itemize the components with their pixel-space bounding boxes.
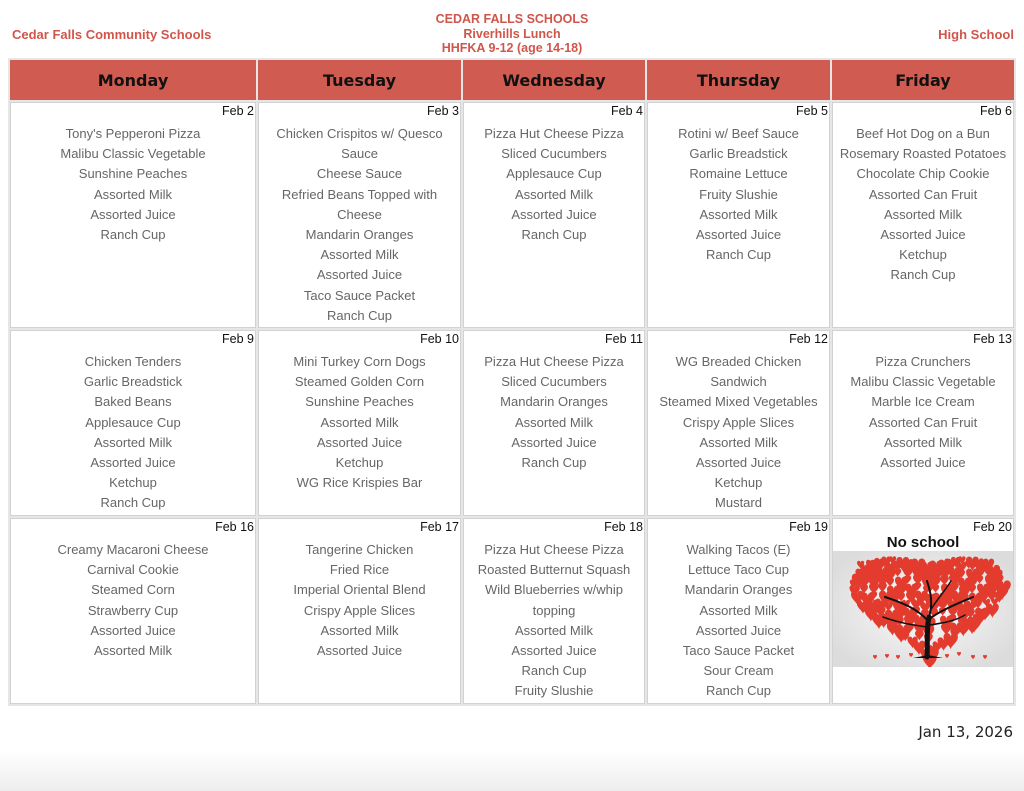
menu-item: Assorted Milk <box>93 643 173 659</box>
menu-item: Strawberry Cup <box>87 602 179 618</box>
menu-item: Assorted Milk <box>93 186 173 202</box>
day-cell <box>258 102 461 328</box>
menu-item: Steamed Mixed Vegetables <box>659 394 818 410</box>
calendar-week-row <box>10 330 1014 516</box>
day-date: Feb 11 <box>605 332 643 346</box>
menu-item: Mandarin Oranges <box>500 394 608 410</box>
menu-item-list <box>11 535 255 661</box>
menu-item: Sandwich <box>710 374 767 390</box>
menu-item: Chicken Crispitos w/ Quesco <box>276 126 443 141</box>
school-level: High School <box>938 27 1014 42</box>
menu-item: Ranch Cup <box>100 495 166 511</box>
day-cell <box>832 330 1014 516</box>
day-date: Feb 13 <box>973 332 1012 346</box>
menu-item-list <box>833 119 1013 286</box>
menu-item: Steamed Golden Corn <box>294 374 425 390</box>
menu-item: Mini Turkey Corn Dogs <box>293 354 426 369</box>
day-cell <box>463 330 645 516</box>
menu-item: Roasted Butternut Squash <box>477 562 631 578</box>
menu-item: Assorted Juice <box>695 622 782 638</box>
menu-item: Applesauce Cup <box>506 166 602 182</box>
day-date: Feb 16 <box>215 520 254 534</box>
menu-item: Refried Beans Topped with <box>281 186 438 202</box>
menu-item: Garlic Breadstick <box>689 146 788 162</box>
menu-item: Baked Beans <box>94 394 172 410</box>
day-cell <box>463 102 645 328</box>
menu-item: Fried Rice <box>329 562 390 578</box>
day-cell <box>258 330 461 516</box>
menu-item: Ranch Cup <box>521 455 587 471</box>
menu-item: Ranch Cup <box>890 267 956 283</box>
day-date: Feb 2 <box>222 104 254 118</box>
menu-item: Assorted Can Fruit <box>868 414 978 430</box>
menu-item: Assorted Milk <box>699 602 778 618</box>
weekday-header-row <box>10 60 1014 100</box>
menu-item: Assorted Milk <box>93 434 173 450</box>
day-cell <box>647 518 830 704</box>
day-date: Feb 3 <box>427 104 459 118</box>
menu-item: Romaine Lettuce <box>689 166 788 182</box>
day-cell <box>10 518 256 704</box>
menu-item: Assorted Juice <box>511 206 597 222</box>
menu-item: Tony's Pepperoni Pizza <box>65 126 201 141</box>
menu-item: Ranch Cup <box>521 663 587 679</box>
menu-item: Ranch Cup <box>705 247 772 263</box>
menu-item: Assorted Juice <box>511 643 597 659</box>
menu-item: Assorted Juice <box>695 455 782 471</box>
day-cell <box>832 518 1014 704</box>
menu-item: Assorted Milk <box>514 414 594 430</box>
menu-item: Cheese Sauce <box>316 166 403 182</box>
menu-item: Sour Cream <box>703 663 774 679</box>
menu-item: Assorted Milk <box>883 206 963 222</box>
weekday-header: Friday <box>832 60 1014 100</box>
menu-title-line: CEDAR FALLS SCHOOLS <box>435 12 589 26</box>
menu-item: Chocolate Chip Cookie <box>856 166 990 182</box>
menu-item: Pizza Crunchers <box>875 354 971 369</box>
menu-item: Malibu Classic Vegetable <box>60 146 206 162</box>
menu-item-list <box>259 347 460 493</box>
menu-item: Assorted Milk <box>320 622 399 638</box>
menu-item: Garlic Breadstick <box>83 374 183 390</box>
menu-item: Sauce <box>341 146 378 162</box>
menu-item: Mandarin Oranges <box>305 227 414 243</box>
calendar-week-row <box>10 518 1014 704</box>
day-date: Feb 9 <box>222 332 254 346</box>
menu-item: Ketchup <box>335 455 384 471</box>
menu-item: WG Breaded Chicken <box>675 354 802 369</box>
menu-item: Sunshine Peaches <box>78 166 188 182</box>
day-cell <box>832 102 1014 328</box>
day-cell <box>10 330 256 516</box>
menu-item: topping <box>532 602 576 618</box>
menu-item: Marble Ice Cream <box>871 394 975 410</box>
menu-item: Assorted Juice <box>316 434 403 450</box>
menu-item: Assorted Juice <box>511 434 597 450</box>
menu-item: Assorted Milk <box>320 247 399 263</box>
weekday-header: Wednesday <box>463 60 645 100</box>
menu-item: Sunshine Peaches <box>305 394 414 410</box>
day-date: Feb 17 <box>420 520 459 534</box>
weekday-header: Thursday <box>647 60 830 100</box>
menu-item: Assorted Milk <box>699 206 778 222</box>
day-date: Feb 5 <box>796 104 828 118</box>
menu-item: Tangerine Chicken <box>305 542 414 557</box>
menu-item: Ketchup <box>109 475 157 491</box>
menu-item: Ranch Cup <box>705 683 772 699</box>
menu-item: Assorted Juice <box>90 455 176 471</box>
heart-tree-image <box>833 551 1013 667</box>
menu-item: Assorted Milk <box>320 414 399 430</box>
menu-title-line: Riverhills Lunch <box>463 26 561 41</box>
menu-item: Taco Sauce Packet <box>682 643 795 659</box>
menu-item-list <box>464 119 644 245</box>
menu-item: Assorted Juice <box>695 227 782 243</box>
menu-item: Lettuce Taco Cup <box>688 562 789 578</box>
menu-item: Rosemary Roasted Potatoes <box>839 146 1007 162</box>
day-date: Feb 19 <box>789 520 828 534</box>
menu-item: Assorted Milk <box>699 434 778 450</box>
menu-item: Mandarin Oranges <box>684 582 793 598</box>
menu-item: Assorted Juice <box>880 455 966 471</box>
menu-item-list <box>648 119 829 265</box>
page-bottom-shade <box>0 751 1024 791</box>
menu-item: Chicken Tenders <box>84 354 182 369</box>
day-date: Feb 20 <box>973 520 1012 534</box>
menu-item-list <box>11 119 255 245</box>
menu-title-line: HHFKA 9-12 (age 14-18) <box>441 41 583 55</box>
menu-item: Assorted Juice <box>880 227 966 243</box>
menu-item: Pizza Hut Cheese Pizza <box>484 354 624 369</box>
menu-item: Assorted Juice <box>316 267 403 283</box>
menu-item: Walking Tacos (E) <box>686 542 791 557</box>
day-date: Feb 18 <box>604 520 643 534</box>
menu-item: Rotini w/ Beef Sauce <box>678 126 799 141</box>
menu-item: Wild Blueberries w/whip <box>485 582 623 598</box>
menu-item: Assorted Juice <box>90 206 176 222</box>
menu-item-list <box>259 119 460 326</box>
menu-item: WG Rice Krispies Bar <box>296 475 423 491</box>
menu-item-list <box>648 347 829 514</box>
menu-item: Ranch Cup <box>326 307 393 323</box>
menu-item-list <box>464 347 644 473</box>
menu-item: Sliced Cucumbers <box>501 146 607 162</box>
print-date: Jan 13, 2026 <box>918 723 1013 741</box>
menu-item: Ketchup <box>899 247 947 263</box>
menu-item: Assorted Milk <box>883 434 963 450</box>
menu-item: Applesauce Cup <box>85 414 181 430</box>
no-school-notice: No school <box>886 534 960 551</box>
menu-item: Pizza Hut Cheese Pizza <box>484 126 624 141</box>
menu-item: Fruity Slushie <box>699 186 778 202</box>
day-date: Feb 12 <box>789 332 828 346</box>
weekday-header: Monday <box>10 60 256 100</box>
day-cell <box>258 518 461 704</box>
menu-item: Fruity Slushie <box>514 683 594 699</box>
day-cell <box>647 330 830 516</box>
menu-item: Taco Sauce Packet <box>303 287 416 303</box>
menu-item-list <box>259 535 460 661</box>
day-date: Feb 6 <box>980 104 1012 118</box>
weekday-header: Tuesday <box>258 60 461 100</box>
district-name: Cedar Falls Community Schools <box>12 27 212 42</box>
menu-item-list <box>464 535 644 702</box>
menu-item: Malibu Classic Vegetable <box>850 374 996 390</box>
menu-title <box>0 12 1024 56</box>
calendar-week-row <box>10 102 1014 328</box>
menu-item: Mustard <box>715 495 762 511</box>
day-date: Feb 10 <box>420 332 459 346</box>
menu-item: Carnival Cookie <box>87 562 179 578</box>
menu-item: Crispy Apple Slices <box>303 602 416 618</box>
menu-item: Creamy Macaroni Cheese <box>57 542 209 557</box>
day-cell <box>463 518 645 704</box>
menu-item-list <box>11 347 255 514</box>
day-date: Feb 4 <box>611 104 643 118</box>
menu-item: Cheese <box>337 206 382 222</box>
menu-item: Assorted Juice <box>316 643 403 659</box>
menu-item: Assorted Milk <box>514 186 594 202</box>
menu-item: Assorted Juice <box>90 622 176 638</box>
menu-item: Imperial Oriental Blend <box>293 582 426 598</box>
menu-item: Assorted Milk <box>514 622 594 638</box>
lunch-calendar <box>8 58 1016 706</box>
menu-item: Ranch Cup <box>521 227 587 243</box>
menu-item: Ranch Cup <box>100 227 166 243</box>
menu-item: Sliced Cucumbers <box>501 374 607 390</box>
menu-item: Ketchup <box>714 475 763 491</box>
menu-item-list <box>648 535 829 702</box>
menu-item: Crispy Apple Slices <box>682 414 795 430</box>
menu-item: Steamed Corn <box>91 582 175 598</box>
menu-item: Pizza Hut Cheese Pizza <box>484 542 624 557</box>
day-cell <box>10 102 256 328</box>
menu-item-list <box>833 347 1013 473</box>
menu-item: Beef Hot Dog on a Bun <box>856 126 990 141</box>
day-cell <box>647 102 830 328</box>
menu-item: Assorted Can Fruit <box>868 186 978 202</box>
